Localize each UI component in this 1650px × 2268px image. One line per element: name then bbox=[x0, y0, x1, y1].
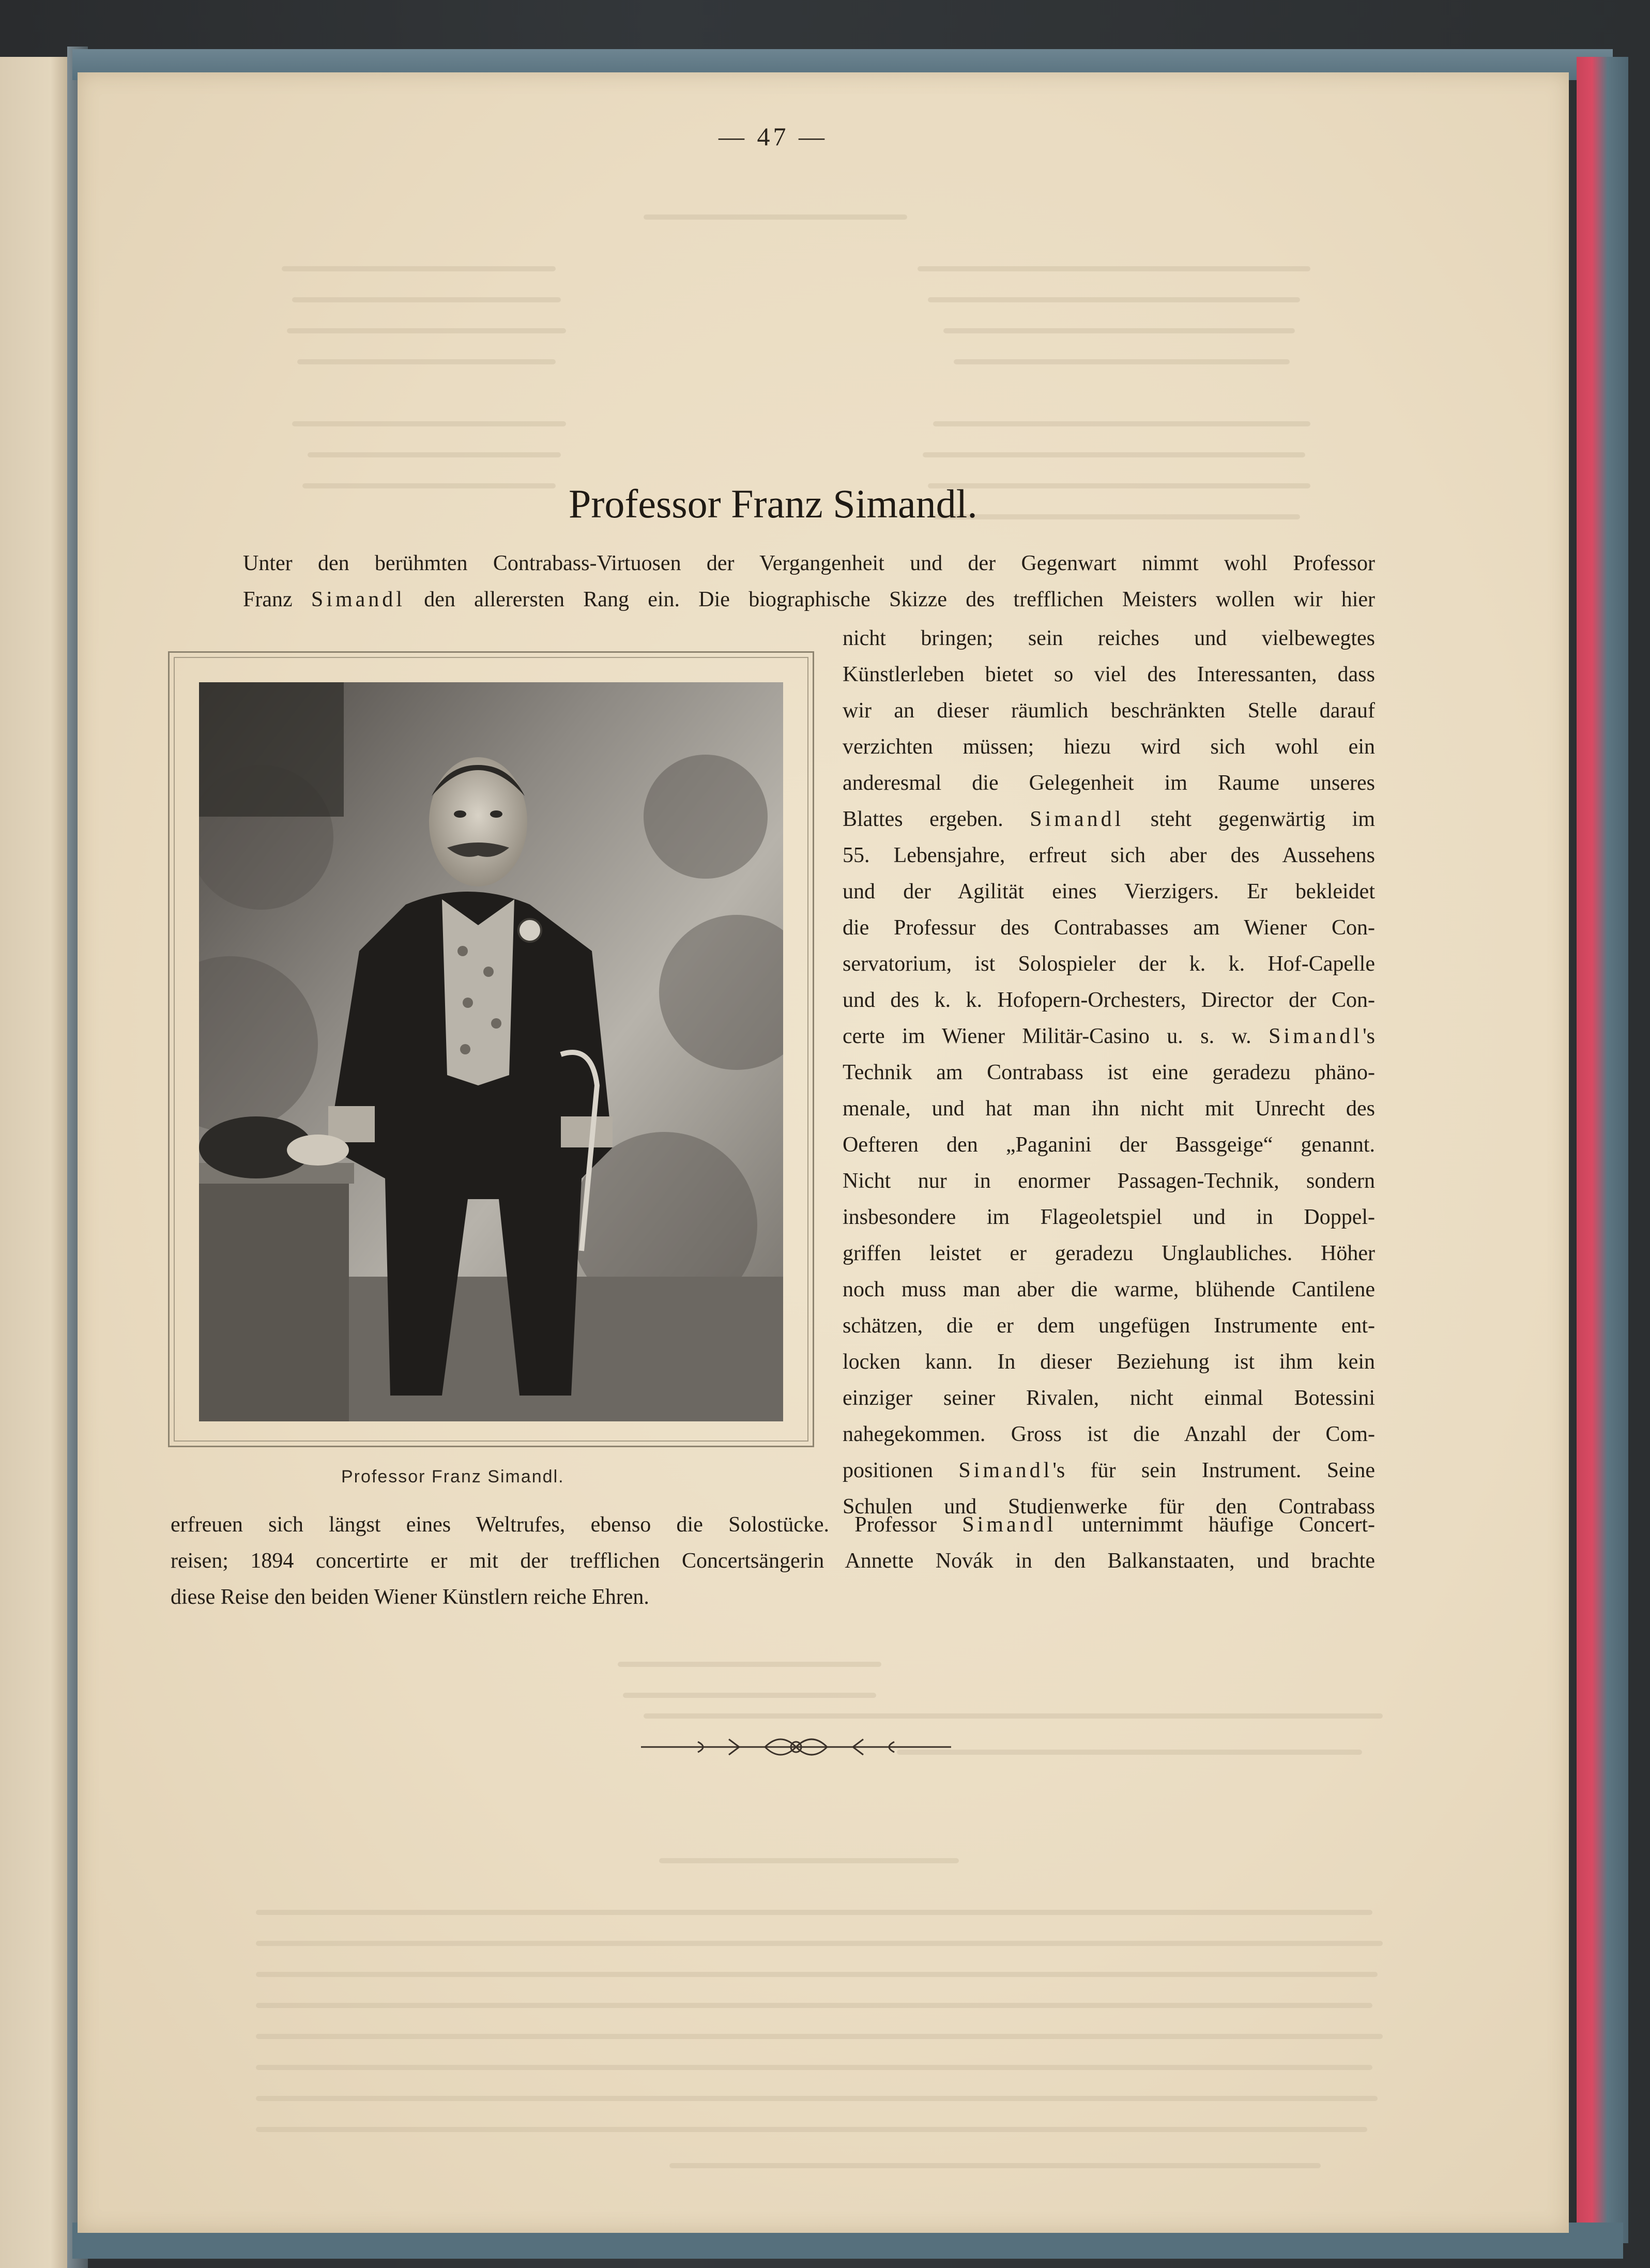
ornament-divider bbox=[641, 1729, 951, 1765]
column-line bbox=[843, 1452, 1375, 1489]
column-line: anderesmal die Gelegenheit im Raume unseres bbox=[843, 771, 1375, 795]
column-line: Nicht nur in enormer Passagen-Technik, sondern bbox=[843, 1169, 1375, 1193]
column-line: noch muss man aber die warme, blühende Cantilene bbox=[843, 1278, 1375, 1301]
line-fragment: Blattes ergeben. bbox=[843, 807, 1003, 831]
name-spaced: Simandl bbox=[1269, 1024, 1363, 1048]
line-fragment: erfreuen sich längst eines Weltrufes, ebenso die Solostücke. Professor bbox=[171, 1513, 937, 1537]
column-line bbox=[843, 1018, 1375, 1054]
column-line: und des k. k. Hofopern-Orchesters, Director der Con- bbox=[843, 988, 1375, 1012]
line-fragment: positionen bbox=[843, 1459, 933, 1482]
bottom-line-1 bbox=[171, 1507, 1375, 1543]
column-line bbox=[843, 801, 1375, 837]
column-line: locken kann. In dieser Beziehung ist ihm kein bbox=[843, 1350, 1375, 1374]
column-line: 55. Lebensjahre, erfreut sich aber des Aussehens bbox=[843, 844, 1375, 867]
column-line: einziger seiner Rivalen, nicht einmal Botessini bbox=[843, 1386, 1375, 1410]
cover-board-right bbox=[1577, 57, 1628, 2243]
intro-prefix: Franz bbox=[243, 588, 293, 611]
column-line: griffen leistet er geradezu Unglaubliches. Höher bbox=[843, 1242, 1375, 1265]
column-line: nahegekommen. Gross ist die Anzahl der Com- bbox=[843, 1422, 1375, 1446]
photo-caption: Professor Franz Simandl. bbox=[341, 1467, 564, 1487]
page-number: — 47 — bbox=[719, 122, 828, 151]
column-line: schätzen, die er dem ungefügen Instrumente ent- bbox=[843, 1314, 1375, 1338]
column-line: und der Agilität eines Vierzigers. Er bekleidet bbox=[843, 880, 1375, 903]
column-line: Oefteren den „Paganini der Bassgeige“ genannt. bbox=[843, 1133, 1375, 1157]
line-fragment: steht gegenwärtig im bbox=[1150, 807, 1375, 831]
name-spaced: Simandl bbox=[962, 1513, 1057, 1537]
line-fragment: 's für sein Instrument. Seine bbox=[1052, 1459, 1376, 1482]
intro-line-1: Unter den berühmten Contrabass-Virtuosen der Vergangenheit und der Gegenwart nimmt wohl Professor bbox=[243, 551, 1375, 575]
column-line: nicht bringen; sein reiches und vielbewegtes bbox=[843, 626, 1375, 650]
text-column bbox=[843, 620, 1375, 1525]
column-line: Künstlerleben bietet so viel des Interessanten, dass bbox=[843, 663, 1375, 686]
portrait-photograph bbox=[199, 682, 783, 1421]
bottom-line-2: reisen; 1894 concertirte er mit der trefflichen Concertsängerin Annette Novák in den Balkanstaaten, und brachte bbox=[171, 1549, 1375, 1573]
name-spaced: Simandl bbox=[1030, 807, 1124, 831]
line-fragment: 's bbox=[1363, 1024, 1376, 1048]
intro-line-2-rest: den allerersten Rang ein. Die biographische Skizze des trefflichen Meisters wollen wir hier bbox=[424, 588, 1376, 611]
column-line: wir an dieser räumlich beschränkten Stelle darauf bbox=[843, 699, 1375, 723]
column-line: Schulen und Studienwerke für den Contrabass bbox=[843, 1495, 1375, 1519]
column-line: servatorium, ist Solospieler der k. k. Hof-Capelle bbox=[843, 952, 1375, 976]
intro-line-2 bbox=[243, 581, 1375, 618]
article-title: Professor Franz Simandl. bbox=[569, 481, 977, 526]
column-line: menale, und hat man ihn nicht mit Unrecht des bbox=[843, 1097, 1375, 1121]
column-line: verzichten müssen; hiezu wird sich wohl ein bbox=[843, 735, 1375, 759]
column-line: Technik am Contrabass ist eine geradezu phäno- bbox=[843, 1061, 1375, 1084]
name-spaced: Simandl bbox=[958, 1459, 1053, 1482]
line-fragment: unternimmt häufige Concert- bbox=[1081, 1513, 1376, 1537]
column-line: insbesondere im Flageoletspiel und in Doppel- bbox=[843, 1205, 1375, 1229]
name-spaced: Simandl bbox=[311, 588, 405, 611]
column-line: die Professur des Contrabasses am Wiener Con- bbox=[843, 916, 1375, 940]
left-page-edge bbox=[0, 57, 72, 2268]
bottom-line-3: diese Reise den beiden Wiener Künstlern reiche Ehren. bbox=[171, 1585, 649, 1609]
line-fragment: certe im Wiener Militär-Casino u. s. w. bbox=[843, 1024, 1251, 1048]
